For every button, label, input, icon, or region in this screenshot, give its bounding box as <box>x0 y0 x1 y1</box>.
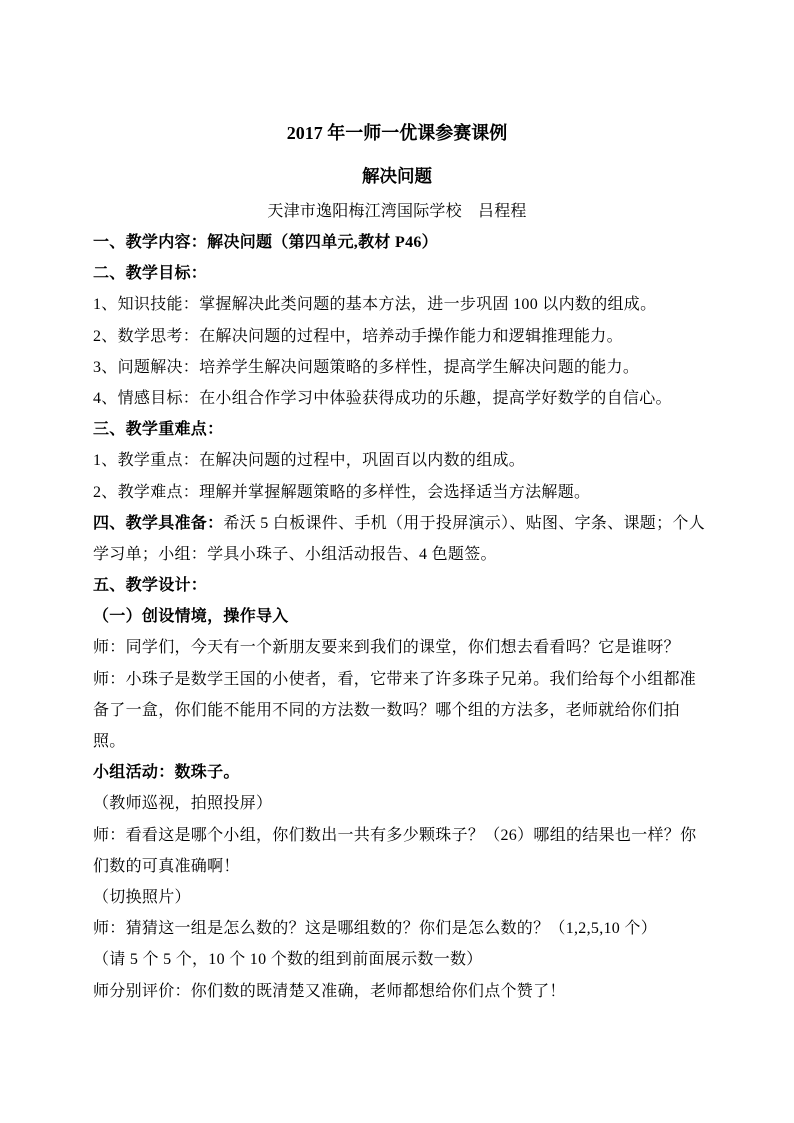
body-line <box>93 289 713 320</box>
section-heading-key-points <box>93 414 713 445</box>
heading-text: 二、教学目标： <box>93 265 208 283</box>
heading-text: 一、教学内容：解决问题（第四单元,教材 P46） <box>93 234 438 251</box>
line-text: 师：猜猜这一组是怎么数的？这是哪组数的？你们是怎么数的？（1,2,5,10 个） <box>93 920 658 938</box>
line-text: （切换照片） <box>93 888 191 906</box>
body-line <box>93 882 713 913</box>
heading-text: 五、教学设计： <box>93 577 208 595</box>
body-line <box>93 726 713 757</box>
body-line <box>93 477 713 508</box>
body-line <box>93 383 713 414</box>
subsection-heading <box>93 601 713 632</box>
line-text: 照。 <box>93 733 126 750</box>
section-heading-content <box>93 227 713 258</box>
section-heading-design <box>93 570 713 601</box>
body-line <box>93 913 713 944</box>
line-text: 师：小珠子是数学王国的小使者，看，它带来了许多珠子兄弟。我们给每个小组都准 <box>93 670 697 688</box>
line-text: 3、问题解决：培养学生解决问题策略的多样性，提高学生解决问题的能力。 <box>93 358 640 376</box>
body-line <box>93 976 713 1007</box>
body-line <box>93 352 713 383</box>
line-text: 师分别评价：你们数的既清楚又准确，老师都想给你们点个赞了！ <box>93 982 566 1000</box>
document-subtitle: 解决问题 <box>362 166 432 186</box>
line-text: （教师巡视，拍照投屏） <box>93 795 273 813</box>
line-text: （请 5 个 5 个，10 个 10 个数的组到前面展示数一数） <box>93 951 483 969</box>
body-line <box>93 445 713 476</box>
line-text: 2、数学思考：在解决问题的过程中，培养动手操作能力和逻辑推理能力。 <box>93 327 623 345</box>
heading-text: 四、教学具准备： <box>93 514 224 532</box>
body-line <box>93 695 713 726</box>
line-text: 备了一盒，你们能不能用不同的方法数一数吗？哪个组的方法多，老师就给你们拍 <box>93 701 680 719</box>
document-title: 2017 年一师一优课参赛课例 <box>286 123 508 143</box>
line-text: 1、知识技能：掌握解决此类问题的基本方法，进一步巩固 100 以内数的组成。 <box>93 296 657 314</box>
heading-text: （一）创设情境，操作导入 <box>93 608 289 626</box>
body-line <box>93 788 713 819</box>
line-text: 们数的可真准确啊！ <box>93 857 240 875</box>
line-text: 4、情感目标：在小组合作学习中体验获得成功的乐趣，提高学好数学的自信心。 <box>93 389 672 407</box>
body-line <box>93 851 713 882</box>
body-line <box>93 632 713 663</box>
line-text: 学习单；小组：学具小珠子、小组活动报告、4 色题签。 <box>93 545 497 563</box>
line-text: 师：同学们，今天有一个新朋友要来到我们的课堂，你们想去看看吗？它是谁呀？ <box>93 639 680 657</box>
line-text: 师：看看这是哪个小组，你们数出一共有多少颗珠子？（26）哪组的结果也一样？你 <box>93 826 697 844</box>
heading-text: 三、教学重难点： <box>93 421 224 439</box>
line-text: 2、教学难点：理解并掌握解题策略的多样性，会选择适当方法解题。 <box>93 483 591 501</box>
body-line <box>93 539 713 570</box>
body-line <box>93 820 713 851</box>
activity-heading <box>93 757 713 788</box>
document-body <box>93 227 713 1007</box>
line-text: 1、教学重点：在解决问题的过程中，巩固百以内数的组成。 <box>93 452 526 470</box>
line-text: 希沃 5 白板课件、手机（用于投屏演示）、贴图、字条、课题；个人 <box>223 514 706 532</box>
body-line <box>93 944 713 975</box>
body-line <box>93 321 713 352</box>
body-line <box>93 664 713 695</box>
heading-text: 小组活动：数珠子。 <box>93 764 240 782</box>
section-heading-materials <box>93 508 713 539</box>
document-author: 天津市逸阳梅江湾国际学校 吕程程 <box>267 203 527 220</box>
section-heading-goals <box>93 258 713 289</box>
